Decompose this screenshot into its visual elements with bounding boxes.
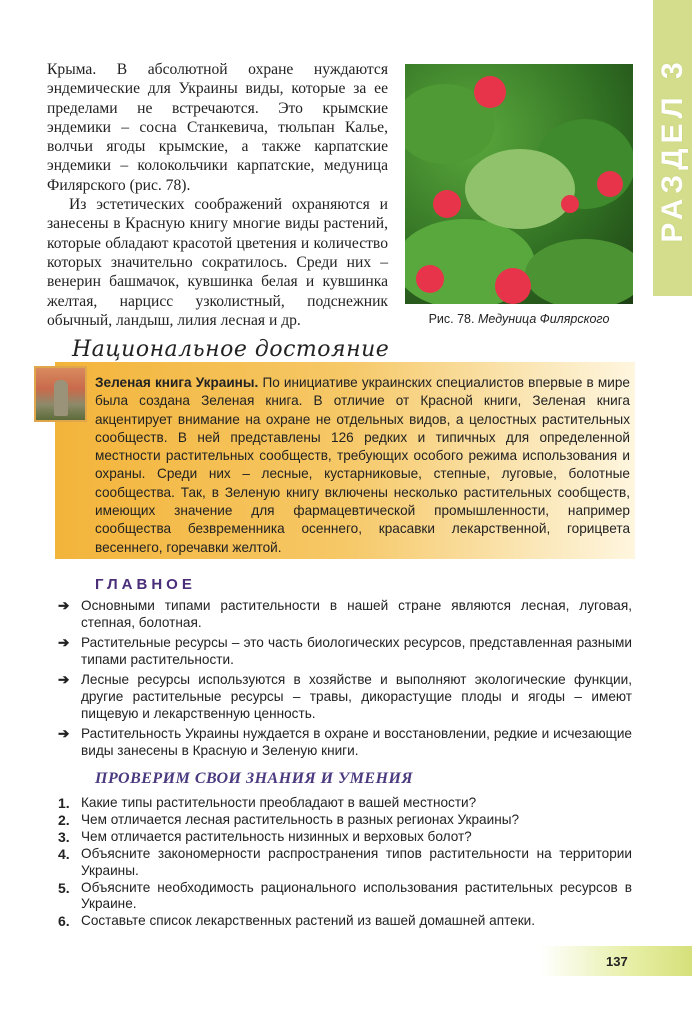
arrow-icon: ➔ xyxy=(58,634,70,650)
section-label: РАЗДЕЛ 3 xyxy=(655,57,689,243)
question xyxy=(58,795,632,812)
paragraph: Крыма. В абсолютной охране нуждаются эндемические для Украины виды, которые за ее пределами не встречаются. Это крымские эндемики – сосна Станкевича, тюльпан Калье, волчьи ягоды крымские, а также карпатские эндемики – колокольчики карпатские, медуница Филярского (рис. 78). xyxy=(47,61,388,194)
list-item xyxy=(58,671,632,723)
question-text: Какие типы растительности преобладают в вашей местности? xyxy=(81,795,477,810)
question-number: 4. xyxy=(58,845,70,862)
lead: Зеленая книга Украины. xyxy=(95,375,259,390)
question-text: Объясните необходимость рационального использования растительных ресурсов в Украине. xyxy=(81,879,632,912)
list-item xyxy=(58,725,632,760)
stone-statue-image xyxy=(34,366,87,422)
paragraph: Из эстетических соображений охраняются и занесены в Красную книгу многие виды растений, которые обладают красотой цветения и количество которых значительно сократилось. Среди них – венерин башмачок, кувшинка белая и кувшинка желтая, нарцисс узколистный, подснежник обычный, ландыш, лилия лесная и др. xyxy=(47,196,388,329)
question xyxy=(58,880,632,914)
question-number: 2. xyxy=(58,811,70,828)
item-text: Основными типами растительности в нашей стране являются лесная, луговая, степная, болотная. xyxy=(81,598,632,631)
question-text: Чем отличается растительность низинных и верховых болот? xyxy=(81,828,472,844)
page-number: 137 xyxy=(606,954,628,969)
question-text: Составьте список лекарственных растений из вашей домашней аптеки. xyxy=(81,913,536,929)
question-number: 1. xyxy=(58,795,70,811)
flower-photo xyxy=(405,64,633,304)
body: По инициативе украинских специалистов впервые в мире была создана Зеленая книга. В отличие от Красной книги, Зеленая книга акцентирует внимание на охране не отдельных видов, а целостных растительных сообществ. В ней представлены 126 редких и типичных для определенной местности растительных сообществ, требующих особого режима использования и охраны. Среди них – лесные, кустарниковые, степные, луговые, болотные сообщества. Так, в Зеленую книгу включены несколько растительных сообществ, имеющих значение для фармацевтической промышленности, например сообщества безвременника осеннего, красавки лекарственной, горицвета весеннего, горечавки желтой. xyxy=(95,375,630,555)
arrow-icon: ➔ xyxy=(58,598,70,613)
arrow-icon: ➔ xyxy=(58,725,70,741)
question-text: Чем отличается лесная растительность в разных регионах Украины? xyxy=(81,811,520,827)
main-points-title: ГЛАВНОЕ xyxy=(95,576,196,593)
question xyxy=(58,846,632,880)
question-number: 6. xyxy=(58,913,70,930)
question-number: 3. xyxy=(58,828,70,845)
national-heritage-text xyxy=(95,374,630,557)
figure-title: Медуница Филярского xyxy=(477,312,610,326)
check-title: ПРОВЕРИМ СВОИ ЗНАНИЯ И УМЕНИЯ xyxy=(95,770,414,787)
questions-list xyxy=(58,795,632,930)
main-points-list xyxy=(58,597,632,762)
question xyxy=(58,913,632,930)
list-item xyxy=(58,597,632,632)
item-text: Растительные ресурсы – это часть биологических ресурсов, представленная разными типами растительности. xyxy=(81,634,632,668)
body-text xyxy=(47,60,388,330)
list-item xyxy=(58,634,632,669)
question xyxy=(58,812,632,829)
figure-caption xyxy=(405,312,633,326)
figure-label: Рис. 78. xyxy=(428,312,475,326)
item-text: Лесные ресурсы используются в хозяйстве и выполняют экологические функции, другие растительные ресурсы – травы, дикорастущие плоды и ягоды – имеют пищевую и лекарственную ценность. xyxy=(81,671,632,722)
question-number: 5. xyxy=(58,879,70,896)
question-text: Объясните закономерности распространения типов растительности на территории Украины. xyxy=(81,845,632,878)
question xyxy=(58,829,632,846)
arrow-icon: ➔ xyxy=(58,671,70,687)
national-heritage-title: Национальное достояние xyxy=(72,337,390,362)
item-text: Растительность Украины нуждается в охране и восстановлении, редкие и исчезающие виды занесены в Красную и Зеленую книги. xyxy=(81,725,632,759)
section-tab xyxy=(653,0,692,296)
